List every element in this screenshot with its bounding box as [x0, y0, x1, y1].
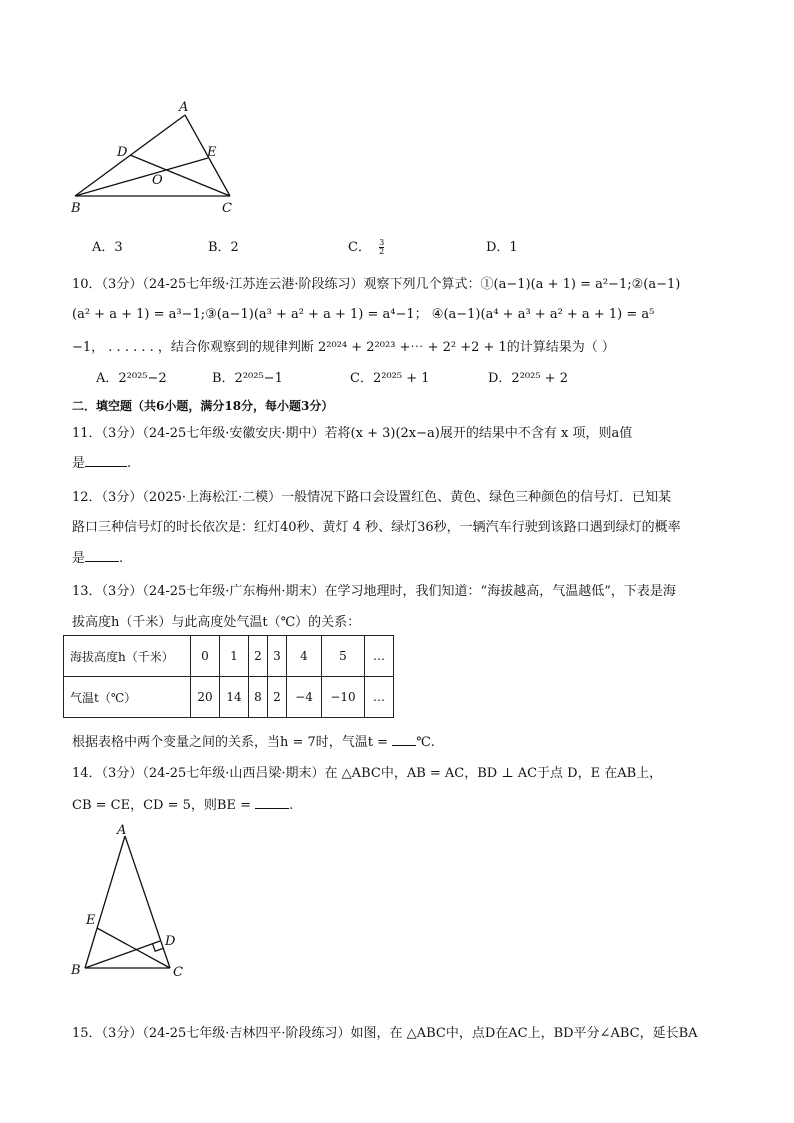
table-row [64, 677, 394, 718]
q14-prefix: CB = CE，CD = 5，则BE = [72, 798, 251, 813]
q13-prefix: 根据表格中两个变量之间的关系，当h = 7时，气温t = [72, 735, 389, 750]
segment-ac [125, 836, 170, 968]
segment-ab [85, 836, 125, 968]
q9-option-c-fraction [379, 239, 384, 256]
q10-line-3: −1， . . . . . . ，结合你观察到的规律判断 2²⁰²⁴ + 2²⁰²³ +⋯ + 2² +2 + 1的计算结果为（ ） [72, 340, 615, 355]
q14-line-2 [72, 794, 293, 813]
label-o: O [152, 173, 163, 188]
label-e: E [86, 913, 96, 928]
table-cell: 5 [322, 636, 365, 677]
table-cell: … [365, 677, 394, 718]
table-header-altitude: 海拔高度h（千米） [64, 636, 191, 677]
q14-answer-blank[interactable] [255, 796, 289, 809]
segment-bd [85, 941, 160, 968]
q13-answer-blank[interactable] [392, 733, 416, 746]
label-a: A [179, 100, 189, 115]
q12-line-2: 路口三种信号灯的时长依次是：红灯40秒、黄灯 4 秒、绿灯36秒，一辆汽车行驶到该路口遇到绿灯的概率 [72, 520, 681, 535]
q12-answer-blank[interactable] [85, 549, 119, 562]
q14-line-1: 14．（3分）（24-25七年级·山西吕梁·期末）在 △ABC中，AB = AC，BD ⊥ AC于点 D，E 在AB上， [72, 766, 663, 781]
q9-option-c-label: C． [348, 240, 371, 255]
q11-line-2 [72, 452, 131, 471]
q10-option-a: A．2²⁰²⁵−2 [96, 371, 167, 386]
q13-suffix: ℃. [416, 735, 435, 750]
table-cell: 20 [191, 677, 220, 718]
table-cell: 2 [249, 636, 268, 677]
table-cell: 0 [191, 636, 220, 677]
q10-option-c: C．2²⁰²⁵ + 1 [350, 371, 430, 386]
q12-prefix: 是 [72, 551, 86, 566]
q10-option-d: D．2²⁰²⁵ + 2 [488, 371, 568, 386]
triangle-figure-1 [0, 0, 794, 230]
q10-line-2: (a² + a + 1) = a³−1;③(a−1)(a³ + a² + a + 1) = a⁴−1； ④(a−1)(a⁴ + a³ + a² + a + 1) = a⁵ [72, 307, 655, 322]
q15-line-1: 15．（3分）（24-25七年级·吉林四平·阶段练习）如图，在 △ABC中，点D在AC上，BD平分∠ABC，延长BA [72, 1026, 698, 1041]
table-cell: −4 [287, 677, 322, 718]
table-cell: 2 [268, 677, 287, 718]
table-cell: 3 [268, 636, 287, 677]
table-header-temperature: 气温t（℃） [64, 677, 191, 718]
q9-fraction-num: 3 [379, 238, 385, 247]
label-a: A [117, 823, 127, 838]
right-angle-mark [153, 944, 163, 952]
q11-prefix: 是 [72, 456, 86, 471]
q11-suffix: . [127, 456, 132, 471]
table-row [64, 636, 394, 677]
label-b: B [71, 963, 81, 978]
label-d: D [165, 934, 176, 949]
q13-line-2: 拔高度h（千米）与此高度处气温t（℃）的关系： [72, 615, 361, 630]
label-c: C [173, 965, 183, 980]
q12-suffix: . [119, 551, 124, 566]
table-cell: −10 [322, 677, 365, 718]
altitude-temperature-table [63, 635, 394, 718]
label-b: B [71, 201, 81, 216]
table-cell: 8 [249, 677, 268, 718]
table-cell: … [365, 636, 394, 677]
q9-option-b: B．2 [208, 240, 239, 255]
label-e: E [207, 145, 217, 160]
q13-line-3 [72, 731, 435, 750]
segment-be [75, 158, 208, 196]
table-cell: 14 [220, 677, 249, 718]
q14-suffix: . [289, 798, 294, 813]
q11-answer-blank[interactable] [85, 454, 127, 467]
q9-fraction-den: 2 [379, 247, 385, 256]
q9-option-a: A．3 [92, 240, 123, 255]
label-d: D [117, 145, 128, 160]
q9-option-d: D．1 [486, 240, 518, 255]
segment-ce [97, 928, 170, 968]
q10-line-1: 10．（3分）（24-25七年级·江苏连云港·阶段练习）观察下列几个算式：①(a−1)(a + 1) = a²−1;②(a−1) [72, 277, 681, 292]
q13-line-1: 13．（3分）（24-25七年级·广东梅州·期末）在学习地理时，我们知道：“海拔越高，气温越低”，下表是海 [72, 584, 676, 599]
q9-option-c [348, 236, 384, 256]
q12-line-1: 12．（3分）（2025·上海松江·二模）一般情况下路口会设置红色、黄色、绿色三种颜色的信号灯．已知某 [72, 490, 672, 505]
table-cell: 4 [287, 636, 322, 677]
section-2-heading: 二．填空题（共6小题，满分18分，每小题3分） [72, 399, 334, 413]
q10-option-b: B．2²⁰²⁵−1 [212, 371, 283, 386]
q11-line-1: 11．（3分）（24-25七年级·安徽安庆·期中）若将(x + 3)(2x−a)展开的结果中不含有 x 项，则a值 [72, 426, 633, 441]
q12-line-3 [72, 547, 123, 566]
label-c: C [222, 201, 232, 216]
table-cell: 1 [220, 636, 249, 677]
